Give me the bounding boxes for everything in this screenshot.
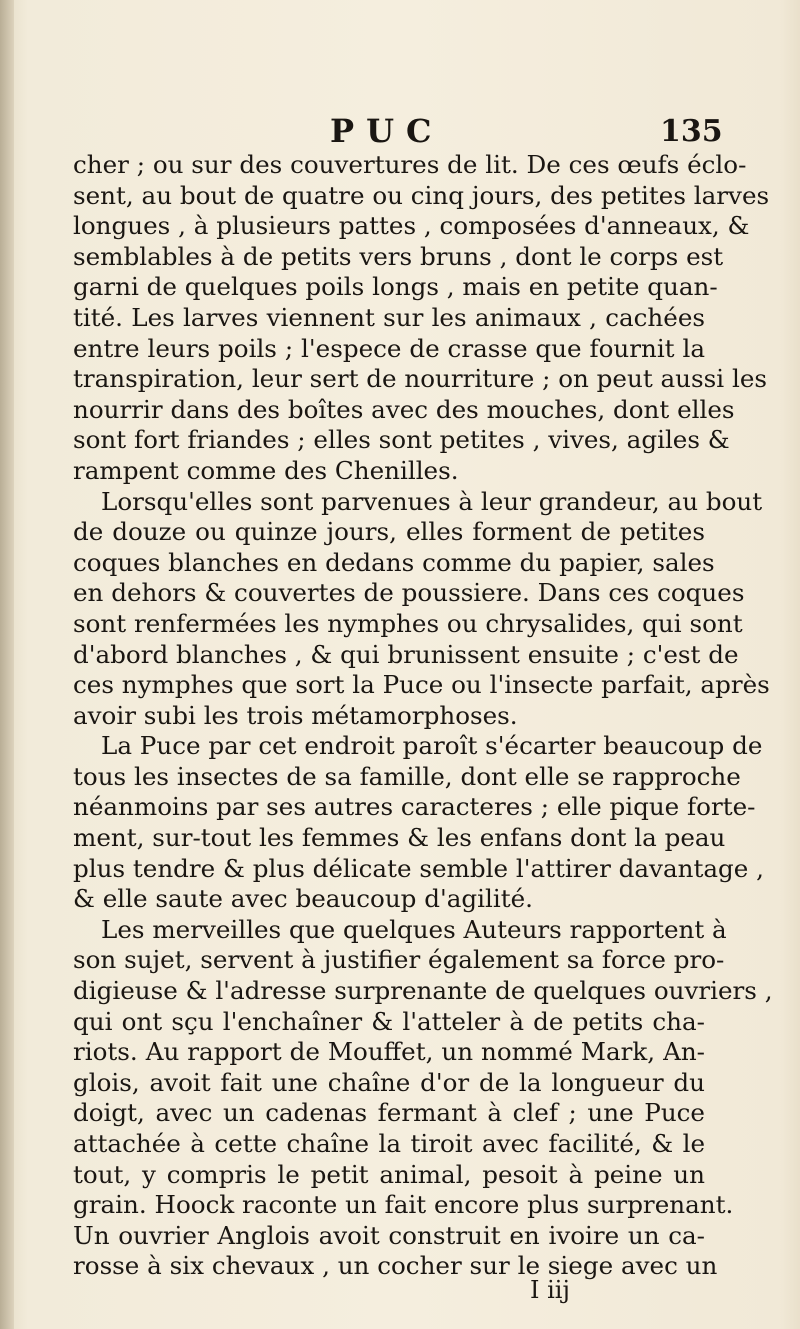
text-line: attachée à cette chaîne la tiroit avec facilité, & le bbox=[73, 1129, 705, 1158]
text-line: transpiration, leur sert de nourriture ; on peut aussi les bbox=[73, 364, 767, 394]
text-line: Lorsqu'elles sont parvenues à leur grandeur, au bout bbox=[101, 486, 763, 516]
text-line: tous les insectes de sa famille, dont elle se rapproche bbox=[73, 761, 741, 791]
text-line: ces nymphes que sort la Puce ou l'insecte parfait, après bbox=[73, 670, 770, 700]
page-gutter bbox=[0, 0, 14, 1329]
text-line: semblables à de petits vers bruns , dont le corps est bbox=[73, 241, 724, 271]
text-line: riots. Au rapport de Mouffet, un nommé Mark, An- bbox=[73, 1037, 705, 1067]
text-line: rampent comme des Chenilles. bbox=[73, 455, 459, 485]
text-line: tité. Les larves viennent sur les animaux , cachées bbox=[73, 302, 705, 332]
text-line: sent, au bout de quatre ou cinq jours, des petites larves bbox=[73, 180, 770, 210]
text-line: Un ouvrier Anglois avoit construit en ivoire un ca- bbox=[73, 1220, 705, 1250]
text-line: digieuse & l'adresse surprenante de quelques ouvriers , bbox=[73, 976, 773, 1006]
text-line: son sujet, servent à justifier également sa force pro- bbox=[73, 945, 725, 975]
body-text bbox=[73, 150, 773, 1282]
page-number: 135 bbox=[660, 114, 723, 149]
text-line: doigt, avec un cadenas fermant à clef ; une Puce bbox=[73, 1098, 705, 1128]
text-line: tout, y compris le petit animal, pesoit à peine un bbox=[73, 1159, 705, 1189]
text-line: garni de quelques poils longs , mais en petite quan- bbox=[73, 272, 718, 302]
text-line: sont fort friandes ; elles sont petites , vives, agiles & bbox=[73, 425, 730, 455]
text-line: longues , à plusieurs pattes , composées d'anneaux, & bbox=[73, 211, 750, 241]
text-line: cher ; ou sur des couvertures de lit. De ces œufs éclo- bbox=[73, 150, 747, 179]
text-line: entre leurs poils ; l'espece de crasse que fournit la bbox=[73, 333, 705, 363]
text-line: d'abord blanches , & qui brunissent ensuite ; c'est de bbox=[73, 639, 739, 669]
text-line: rosse à six chevaux , un cocher sur le siege avec un bbox=[73, 1251, 718, 1281]
text-line: en dehors & couvertes de poussiere. Dans ces coques bbox=[73, 578, 745, 608]
signature-mark: I iij bbox=[530, 1276, 570, 1304]
text-line: avoir subi les trois métamorphoses. bbox=[73, 700, 518, 730]
text-line: ment, sur-tout les femmes & les enfans dont la peau bbox=[73, 823, 726, 853]
text-line: Les merveilles que quelques Auteurs rapportent à bbox=[101, 914, 727, 944]
text-line: La Puce par cet endroit paroît s'écarter beaucoup de bbox=[101, 731, 763, 761]
text-line: sont renfermées les nymphes ou chrysalides, qui sont bbox=[73, 608, 743, 638]
text-line: plus tendre & plus délicate semble l'attirer davantage , bbox=[73, 853, 764, 883]
text-line: néanmoins par ses autres caracteres ; elle pique forte- bbox=[73, 792, 756, 822]
running-head: PUC bbox=[330, 112, 444, 150]
text-line: coques blanches en dedans comme du papier, sales bbox=[73, 547, 715, 577]
text-line: qui ont sçu l'enchaîner & l'atteler à de petits cha- bbox=[73, 1006, 705, 1036]
text-line: nourrir dans des boîtes avec des mouches, dont elles bbox=[73, 394, 735, 424]
text-line: de douze ou quinze jours, elles forment de petites bbox=[73, 517, 705, 547]
text-line: grain. Hoock raconte un fait encore plus surprenant. bbox=[73, 1190, 734, 1220]
page-header bbox=[0, 112, 800, 152]
text-line: glois, avoit fait une chaîne d'or de la longueur du bbox=[73, 1067, 705, 1097]
text-line: & elle saute avec beaucoup d'agilité. bbox=[73, 884, 533, 914]
